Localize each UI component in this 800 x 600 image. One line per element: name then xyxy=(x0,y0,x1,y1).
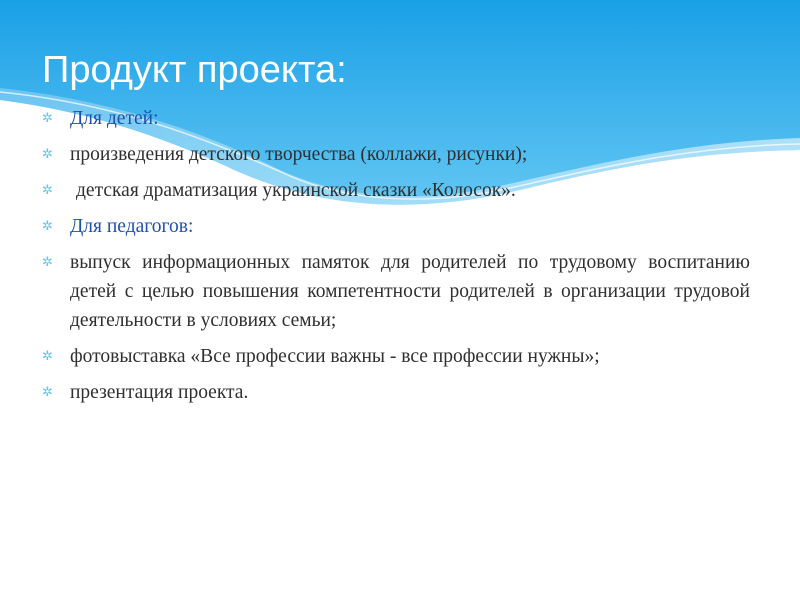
star-bullet-icon: ✲ xyxy=(42,255,53,270)
bullet-text: выпуск информационных памяток для родителей по трудовому воспитанию детей с целью повышения компетентности родителей в организации трудовой деятельности в условиях семьи; xyxy=(70,252,750,331)
bullet-text: фотовыставка «Все профессии важны - все профессии нужны»; xyxy=(70,346,600,367)
bullet-text: презентация проекта. xyxy=(70,382,249,403)
bullet-text: Для педагогов: xyxy=(70,216,194,237)
bullet-item-for-teachers xyxy=(40,212,750,241)
star-bullet-icon: ✲ xyxy=(42,147,53,162)
bullet-list xyxy=(40,104,750,414)
bullet-text: детская драматизация украинской сказки «Колосок». xyxy=(76,180,516,201)
bullet-text: произведения детского творчества (коллажи, рисунки); xyxy=(70,144,528,165)
bullet-item-for-children xyxy=(40,104,750,133)
star-bullet-icon: ✲ xyxy=(42,183,53,198)
bullet-item-presentation xyxy=(40,378,750,407)
slide-title: Продукт проекта: xyxy=(42,49,347,91)
bullet-item-dramatization xyxy=(40,176,750,205)
bullet-item-photo-exhibition xyxy=(40,342,750,371)
star-bullet-icon: ✲ xyxy=(42,111,53,126)
star-bullet-icon: ✲ xyxy=(42,385,53,400)
bullet-text: Для детей: xyxy=(70,108,159,129)
star-bullet-icon: ✲ xyxy=(42,219,53,234)
bullet-item-parent-memos xyxy=(40,248,750,335)
bullet-item-children-creativity xyxy=(40,140,750,169)
star-bullet-icon: ✲ xyxy=(42,349,53,364)
